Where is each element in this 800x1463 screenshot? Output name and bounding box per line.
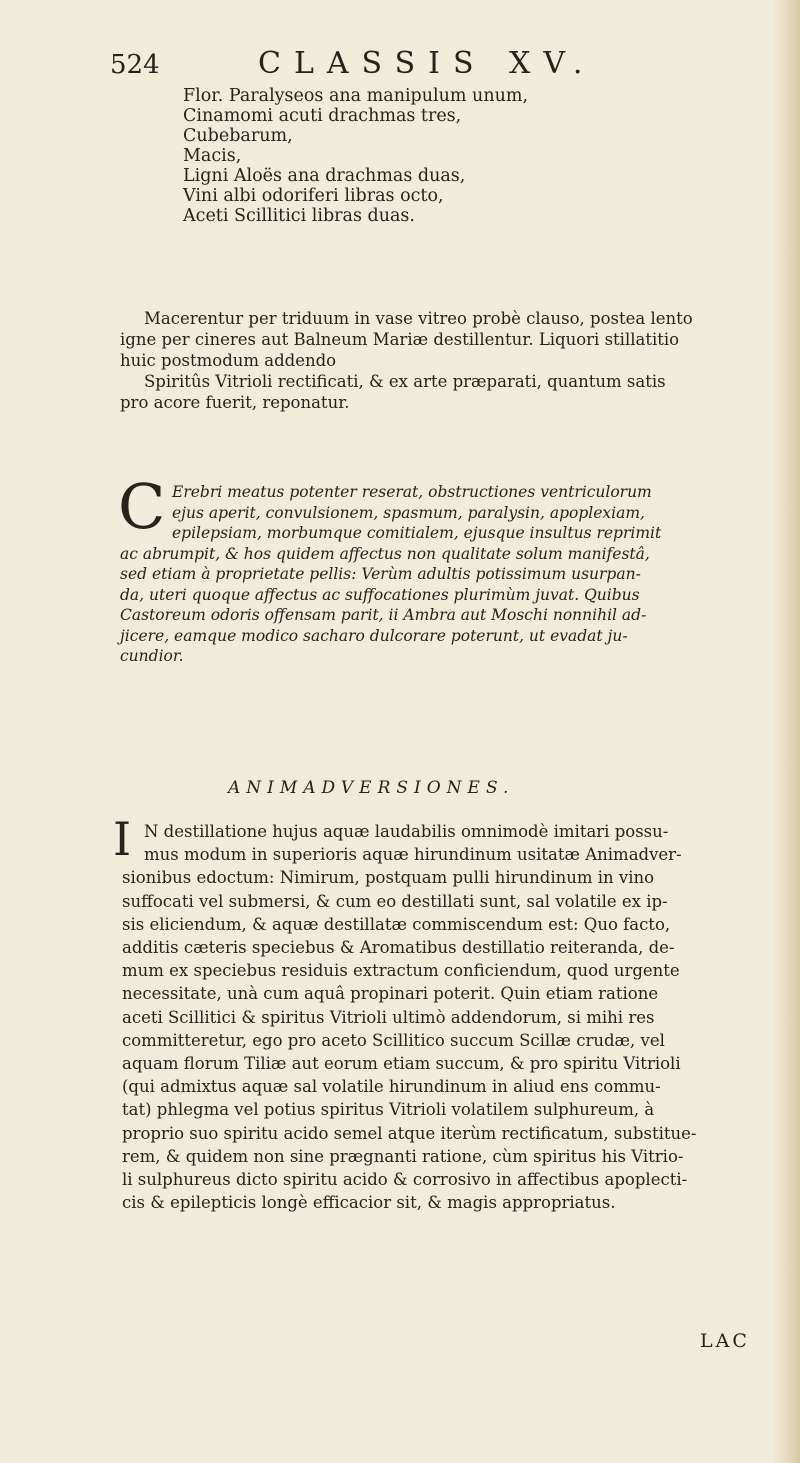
page-number: 524 xyxy=(110,50,160,80)
text-line: suffocati vel submersi, & cum eo destillati sunt, sal volatile ex ip- xyxy=(122,891,668,911)
drop-cap-c: C xyxy=(118,470,166,543)
text-line: epilepsiam, morbumque comitialem, ejusque insultus reprimit xyxy=(172,524,662,542)
page-header xyxy=(110,44,650,84)
recipe-line: Vini albi odoriferi libras octo, xyxy=(183,186,444,206)
recipe-ingredients xyxy=(183,86,528,226)
text-line: jicere, eamque modico sacharo dulcorare poterunt, ut evadat ju- xyxy=(120,626,628,645)
text-line: ac abrumpit, & hos quidem affectus non qualitate solum manifestâ, xyxy=(120,544,650,563)
text-line: mus modum in superioris aquæ hirundinum usitatæ Animadver- xyxy=(144,845,682,865)
animadversiones-paragraph xyxy=(122,820,696,1214)
text-line: additis cæteris speciebus & Aromatibus destillatio reiteranda, de- xyxy=(122,938,675,958)
text-line: aceti Scillitici & spiritus Vitrioli ultimò addendorum, si mihi res xyxy=(122,1007,655,1027)
text-line: aquam florum Tiliæ aut eorum etiam succum, & pro spiritu Vitrioli xyxy=(122,1054,681,1074)
recipe-line: Cubebarum, xyxy=(183,126,293,146)
section-heading: ANIMADVERSIONES. xyxy=(228,778,515,798)
recipe-line: Flor. Paralyseos ana manipulum unum, xyxy=(183,86,529,106)
recipe-line: Aceti Scillitici libras duas. xyxy=(183,206,415,226)
text-line: li sulphureus dicto spiritu acido & corrosivo in affectibus apoplecti- xyxy=(122,1170,688,1190)
drop-cap-i: I xyxy=(113,812,132,866)
recipe-line: Ligni Aloës ana drachmas duas, xyxy=(183,166,466,186)
text-line: igne per cineres aut Balneum Mariæ destillentur. Liquori stillatitio xyxy=(120,330,680,349)
text-line: mum ex speciebus residuis extractum conficiendum, quod urgente xyxy=(122,961,680,981)
text-line: Castoreum odoris offensam parit, ii Ambra aut Moschi nonnihil ad- xyxy=(120,606,647,624)
recipe-line: Macis, xyxy=(183,146,242,166)
text-line: pro acore fuerit, reponatur. xyxy=(120,393,350,412)
text-line: N destillatione hujus aquæ laudabilis omnimodè imitari possu- xyxy=(144,822,669,841)
text-line: huic postmodum addendo xyxy=(120,351,337,370)
text-line: sionibus edoctum: Nimirum, postquam pulli hirundinum in vino xyxy=(122,868,655,888)
text-line: sis eliciendum, & aquæ destillatæ commiscendum est: Quo facto, xyxy=(122,914,671,934)
text-line: committeretur, ego pro aceto Scillitico succum Scillæ crudæ, vel xyxy=(122,1030,665,1050)
text-line: tat) phlegma vel potius spiritus Vitrioli volatilem sulphureum, à xyxy=(122,1100,655,1120)
running-title: CLASSIS XV. xyxy=(258,46,596,81)
text-line: necessitate, unà cum aquâ propinari poterit. Quin etiam ratione xyxy=(122,984,659,1004)
recipe-line: Cinamomi acuti drachmas tres, xyxy=(183,106,462,126)
preparation-instructions xyxy=(120,308,693,413)
text-line: sed etiam à proprietate pellis: Verùm adultis potissimum usurpan- xyxy=(120,565,641,583)
text-line: cundior. xyxy=(120,647,184,665)
text-line: Erebri meatus potenter reserat, obstructiones ventriculorum xyxy=(172,483,652,501)
text-line: cis & epilepticis longè efficacior sit, & magis appropriatus. xyxy=(122,1193,616,1213)
commentary-paragraph xyxy=(120,482,661,667)
text-line: Spiritûs Vitrioli rectificati, & ex arte præparati, quantum satis xyxy=(144,372,666,391)
text-line: Macerentur per triduum in vase vitreo probè clauso, postea lento xyxy=(144,309,693,328)
text-line: da, uteri quoque affectus ac suffocationes plurimùm juvat. Quibus xyxy=(120,585,640,604)
page-edge xyxy=(772,0,800,1463)
text-line: proprio suo spiritu acido semel atque iterùm rectificatum, substitue- xyxy=(122,1123,697,1143)
text-line: rem, & quidem non sine prægnanti ratione, cùm spiritus his Vitrio- xyxy=(122,1146,684,1166)
text-line: (qui admixtus aquæ sal volatile hirundinum in aliud ens commu- xyxy=(122,1077,661,1097)
text-line: ejus aperit, convulsionem, spasmum, paralysin, apoplexiam, xyxy=(172,503,645,522)
catchword: LAC xyxy=(700,1330,750,1352)
